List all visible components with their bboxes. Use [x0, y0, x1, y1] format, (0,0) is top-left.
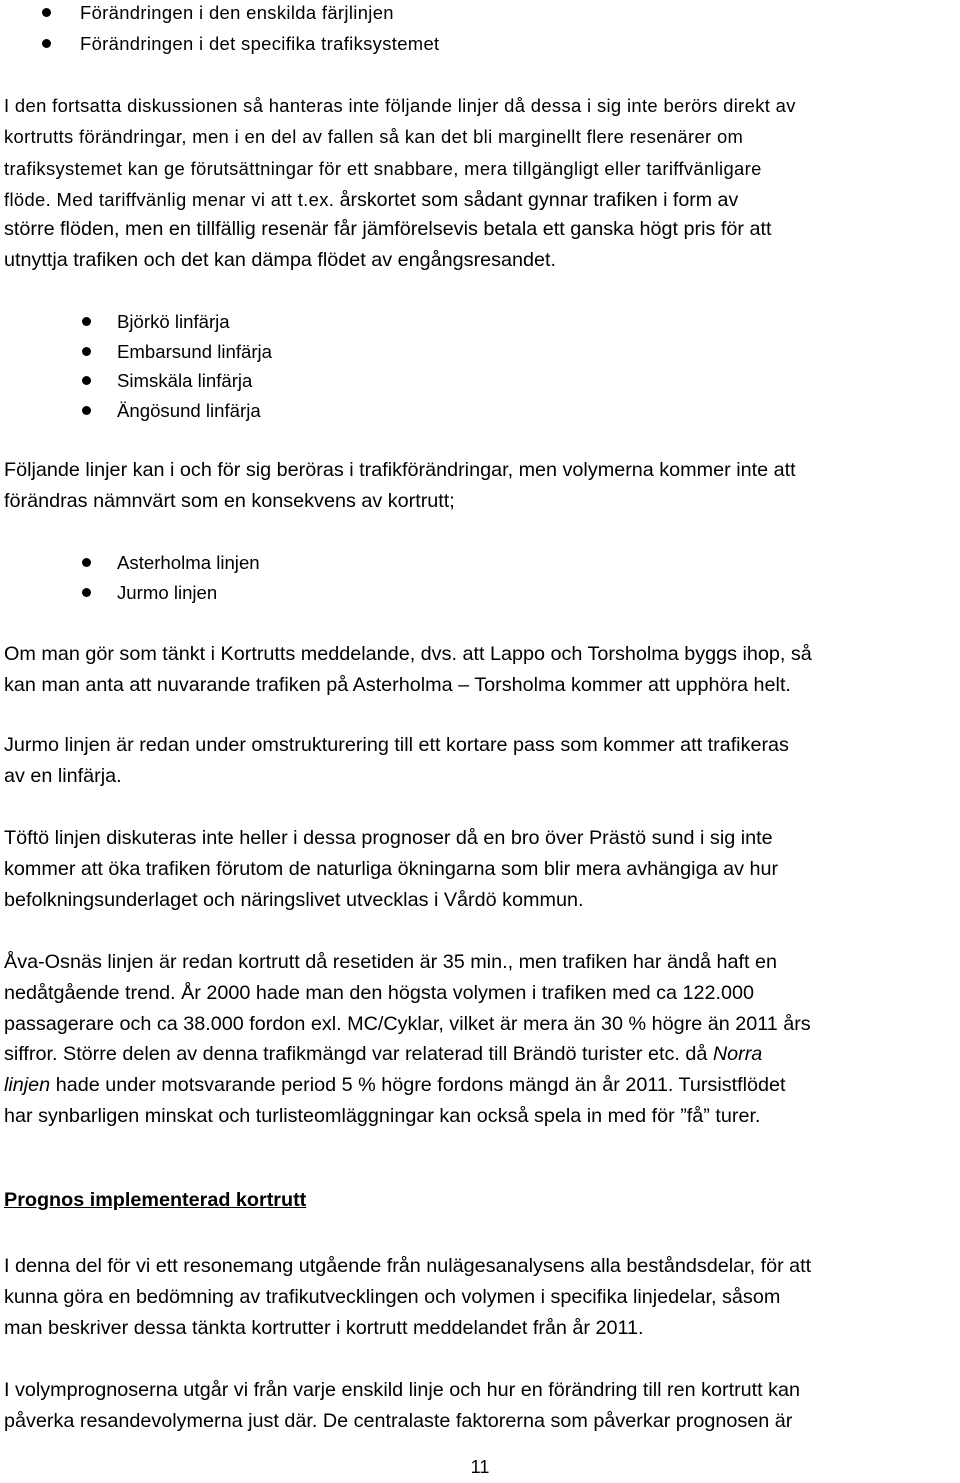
text-line: befolkningsunderlaget och näringslivet utvecklas i Vårdö kommun.	[4, 888, 584, 911]
page-number: 11	[470, 1457, 490, 1477]
top-bullet-list	[42, 0, 440, 60]
text-line	[4, 1070, 958, 1101]
text-span: flöde. Med tariffvänlig menar vi att t.ex.	[4, 189, 335, 211]
list-item: Förändringen i den enskilda färjlinjen	[42, 0, 440, 28]
text-line: av en linfärja.	[4, 764, 122, 787]
list-item: Embarsund linfärja	[82, 337, 272, 367]
text-span: hade under motsvarande period 5 % högre fordons mängd än år 2011. Tursistflödet	[50, 1074, 786, 1097]
paragraph-ava-osnas	[4, 947, 958, 1132]
paragraph-jurmo	[4, 730, 958, 792]
text-line: kunna göra en bedömning av trafikutvecklingen och volymen i specifika linjedelar, såsom	[4, 1285, 781, 1308]
text-line: Jurmo linjen är redan under omstrukturering till ett kortare pass som kommer att trafikeras	[4, 734, 789, 756]
list-item: Ängösund linfärja	[82, 396, 272, 426]
text-line: nedåtgående trend. År 2000 hade man den högsta volymen i trafiken med ca 122.000	[4, 981, 755, 1004]
text-line: passagerare och ca 38.000 fordon exl. MC/Cyklar, vilket är mera än 30 % högre än 2011 års	[4, 1012, 811, 1035]
text-line: man beskriver dessa tänkta kortrutter i kortrutt meddelandet från år 2011.	[4, 1316, 644, 1339]
text-line: kan man anta att nuvarande trafiken på Asterholma – Torsholma kommer att upphöra helt.	[4, 673, 791, 696]
text-line: förändras nämnvärt som en konsekvens av kortrutt;	[4, 489, 455, 512]
text-line	[4, 1039, 958, 1070]
text-line	[4, 184, 958, 216]
italic-text: Norra	[712, 1043, 763, 1066]
text-line: I denna del för vi ett resonemang utgående från nulägesanalysens alla beståndsdelar, för att	[4, 1255, 812, 1277]
list-item: Björkö linfärja	[82, 307, 272, 337]
paragraph-asterholma	[4, 639, 958, 701]
heading-text: Prognos implementerad kortrutt	[4, 1189, 307, 1211]
affected-lines-list	[82, 548, 260, 607]
text-line: kommer att öka trafiken förutom de naturliga ökningarna som blir mera avhängiga av hur	[4, 857, 779, 880]
text-line: trafiksystemet kan ge förutsättningar för ett snabbare, mera tillgängligt eller tariffvänligare	[4, 157, 762, 179]
paragraph-volume-prognosis	[4, 1375, 958, 1437]
text-line: I volymprognoserna utgår vi från varje enskild linje och hur en förändring till ren kortrutt kan	[4, 1379, 801, 1401]
list-item: Förändringen i det specifika trafiksystemet	[42, 28, 440, 59]
paragraph-tofto	[4, 823, 958, 915]
text-line: påverka resandevolymerna just där. De centralaste faktorerna som påverkar prognosen är	[4, 1409, 793, 1432]
list-item: Jurmo linjen	[82, 578, 260, 608]
text-line: större flöden, men en tillfällig resenär får jämförelsevis betala ett ganska högt pris för att	[4, 218, 772, 240]
section-heading	[4, 1185, 958, 1216]
text-span: siffror. Större delen av denna trafikmängd var relaterad till Brändö turister etc. då	[4, 1043, 713, 1066]
paragraph-continuation	[4, 214, 958, 276]
text-line: Töftö linjen diskuteras inte heller i dessa prognoser då en bro över Prästö sund i sig inte	[4, 827, 773, 849]
text-line: Om man gör som tänkt i Kortrutts meddelande, dvs. att Lappo och Torsholma byggs ihop, så	[4, 643, 812, 665]
list-item: Asterholma linjen	[82, 548, 260, 578]
unaffected-lines-list	[82, 307, 272, 425]
text-line: utnyttja trafiken och det kan dämpa flödet av engångsresandet.	[4, 248, 557, 271]
list-item: Simskäla linfärja	[82, 366, 272, 396]
text-line: Följande linjer kan i och för sig beröras i trafikförändringar, men volymerna kommer inte att	[4, 459, 796, 481]
paragraph-unaffected-lines-intro	[4, 90, 958, 217]
paragraph-prognosis-intro	[4, 1251, 958, 1343]
text-line: kortrutts förändringar, men i en del av fallen så kan det bli marginellt flere resenärer om	[4, 126, 744, 148]
text-line: Åva-Osnäs linjen är redan kortrutt då resetiden är 35 min., men trafiken har ändå haft en	[4, 951, 777, 973]
text-line: har synbarligen minskat och turlisteomläggningar kan också spela in med för ”få” turer.	[4, 1104, 761, 1127]
paragraph-affected-lines-intro	[4, 455, 958, 517]
text-line: I den fortsatta diskussionen så hanteras inte följande linjer då dessa i sig inte berörs direkt av	[4, 95, 796, 116]
text-span: årskortet som sådant gynnar trafiken i form av	[334, 189, 739, 212]
italic-text: linjen	[4, 1074, 51, 1097]
